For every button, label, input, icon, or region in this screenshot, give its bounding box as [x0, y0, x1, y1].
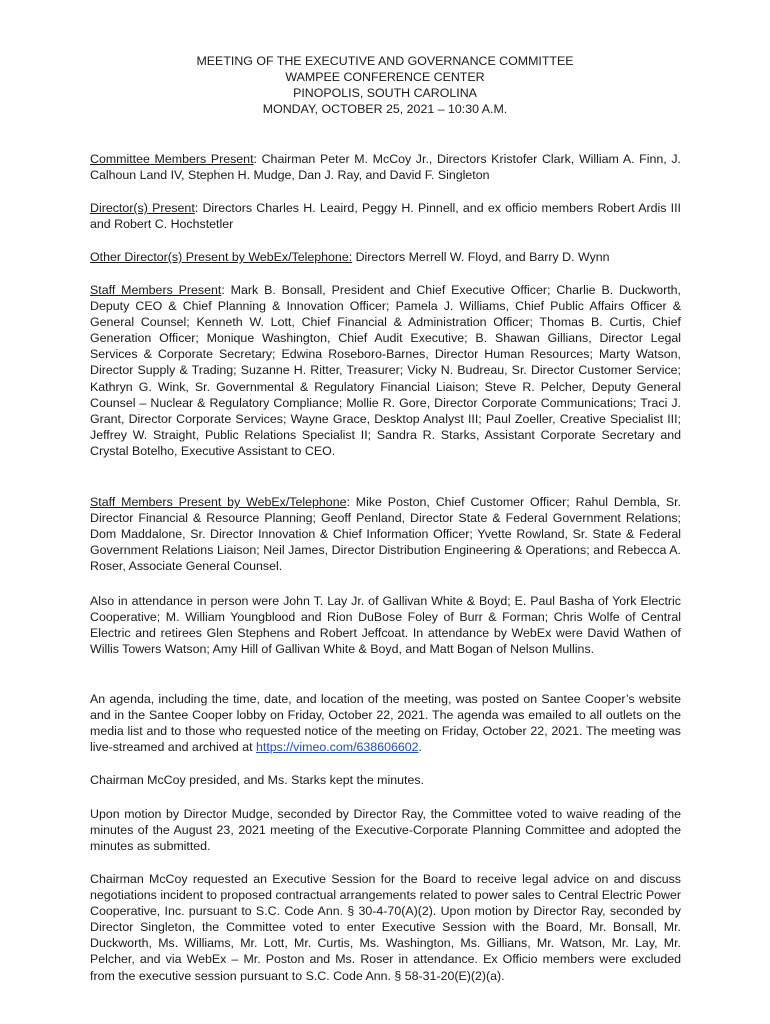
other-directors-text: Directors Merrell W. Floyd, and Barry D. Wynn: [352, 250, 610, 264]
staff-webex-paragraph: [90, 494, 681, 574]
attendance-paragraph: Also in attendance in person were John T. Lay Jr. of Gallivan White & Boyd; E. Paul Basha of York Electric Cooperative; M. William Youngblood and Rion DuBose Foley of Burr & Forman; Chris Wolfe of Central Electric and retirees Glen Stephens and Robert Jeffcoat. In attendance by WebEx were David Wathen of Willis Towers Watson; Amy Hill of Gallivan White & Boyd, and Matt Bogan of Nelson Mullins.: [90, 594, 681, 657]
committee-members-paragraph: [90, 151, 681, 183]
staff-present-label: Staff Members Present: [90, 283, 222, 297]
directors-present-label: Director(s) Present: [90, 201, 195, 215]
committee-members-label: Committee Members Present: [90, 152, 254, 166]
header-venue: WAMPEE CONFERENCE CENTER: [285, 70, 485, 84]
directors-present-text: : Directors Charles H. Leaird, Peggy H. Pinnell, and ex officio members Robert Ardis III and Robert C. Hochstetler: [90, 201, 681, 232]
staff-present-text: : Mark B. Bonsall, President and Chief Executive Officer; Charlie B. Duckworth, Deputy CEO & Chief Planning & Innovation Officer; Pamela J. Williams, Chief Public Affairs Officer & General Counsel; Kenneth W. Lott, Chief Financial & Administration Officer; Thomas B. Curtis, Chief Generation Officer; Monique Washington, Chief Audit Executive; B. Shawan Gillians, Director Legal Services & Corporate Secretary; Edwina Roseboro-Barnes, Director Human Resources; Marty Watson, Director Supply & Trading; Suzanne H. Ritter, Treasurer; Vicky N. Budreau, Sr. Director Customer Service; Kathryn G. Wink, Sr. Governmental & Regulatory Financial Liaison; Steve R. Pelcher, Deputy General Counsel – Nuclear & Regulatory Compliance; Mollie R. Gore, Director Corporate Communications; Traci J. Grant, Director Corporate Services; Wayne Grace, Desktop Analyst III; Paul Zoeller, Creative Specialist III; Jeffrey W. Straight, Public Relations Specialist II; Sandra R. Starks, Assistant Corporate Secretary and Crystal Botelho, Executive Assistant to CEO.: [90, 283, 681, 458]
executive-session-paragraph: Chairman McCoy requested an Executive Session for the Board to receive legal advice on and discuss negotiations incident to proposed contractual arrangements related to power sales to Central Electric Power Cooperative, Inc. pursuant to S.C. Code Ann. § 30-4-70(A)(2). Upon motion by Director Ray, seconded by Director Singleton, the Committee voted to enter Executive Session with the Board, Mr. Bonsall, Mr. Duckworth, Ms. Williams, Mr. Lott, Mr. Curtis, Ms. Washington, Ms. Gillians, Mr. Watson, Mr. Lay, Mr. Pelcher, and via WebEx – Mr. Poston and Ms. Roser in attendance. Ex Officio members were excluded from the executive session pursuant to S.C. Code Ann. § 58-31-20(E)(2)(a).: [90, 872, 681, 983]
other-directors-label: Other Director(s) Present by WebEx/Telephone:: [90, 250, 353, 264]
agenda-end: .: [418, 740, 422, 755]
directors-present-paragraph: [90, 200, 681, 232]
presided-paragraph: Chairman McCoy presided, and Ms. Starks kept the minutes.: [90, 773, 424, 787]
vimeo-link[interactable]: https://vimeo.com/638606602: [255, 740, 419, 755]
minutes-motion-paragraph: Upon motion by Director Mudge, seconded by Director Ray, the Committee voted to waive reading of the minutes of the August 23, 2021 meeting of the Executive-Corporate Planning Committee and adopted the minutes as submitted.: [90, 807, 681, 854]
header-date: MONDAY, OCTOBER 25, 2021 – 10:30 A.M.: [262, 102, 508, 116]
meeting-header: [90, 53, 680, 117]
header-location: PINOPOLIS, SOUTH CAROLINA: [293, 86, 477, 100]
header-title: MEETING OF THE EXECUTIVE AND GOVERNANCE COMMITTEE: [196, 54, 574, 68]
other-directors-paragraph: [90, 249, 681, 265]
agenda-paragraph: [90, 691, 681, 755]
staff-present-paragraph: [90, 282, 681, 459]
agenda-text: An agenda, including the time, date, and location of the meeting, was posted on Santee Cooper’s website and in the Santee Cooper lobby on Friday, October 22, 2021. The agenda was emailed to all outlets on the media list and to those who requested notice of the meeting on Friday, October 22, 2021. The meeting was live-streamed and archived at: [90, 692, 681, 755]
committee-members-text: : Chairman Peter M. McCoy Jr., Directors Kristofer Clark, William A. Finn, J. Calhoun Land IV, Stephen H. Mudge, Dan J. Ray, and David F. Singleton: [90, 152, 681, 183]
staff-webex-label: Staff Members Present by WebEx/Telephone: [90, 495, 347, 509]
staff-webex-text: : Mike Poston, Chief Customer Officer; Rahul Dembla, Sr. Director Financial & Resource Planning; Geoff Penland, Director State & Federal Government Relations; Dom Maddalone, Sr. Director Innovation & Chief Information Officer; Yvette Rowland, Sr. State & Federal Government Relations Liaison; Neil James, Director Distribution Engineering & Operations; and Rebecca A. Roser, Associate General Counsel.: [90, 495, 682, 574]
